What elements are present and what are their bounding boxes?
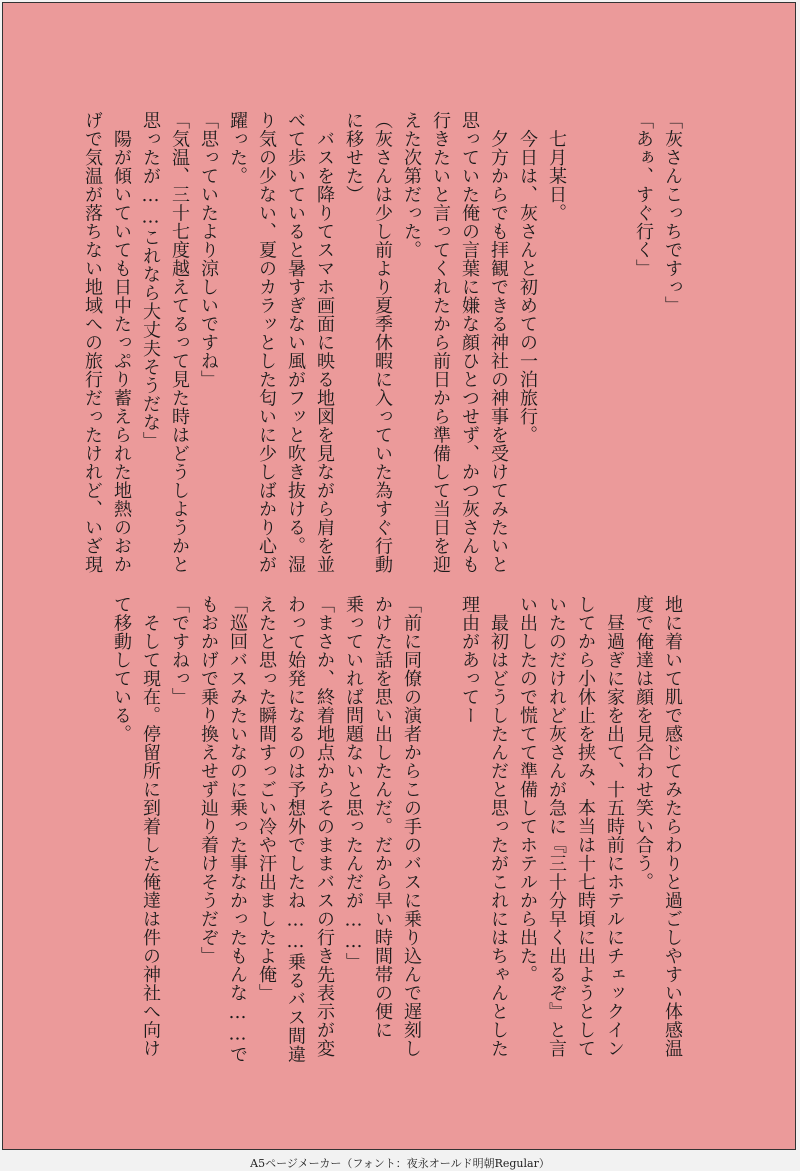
text-line: かけた話を思い出したんだ。だから早い時間帯の便に bbox=[372, 595, 393, 1039]
text-line: 理由があってー bbox=[459, 595, 480, 725]
text-line: えたと思った瞬間すっごい冷や汗出ましたよ俺」 bbox=[256, 595, 277, 1002]
text-line: 「気温、三十七度越えてるって見た時はどうしようかと bbox=[169, 111, 190, 574]
text-line: て移動している。 bbox=[111, 595, 132, 743]
text-line: 昼過ぎに家を出て、十五時前にホテルにチェックイン bbox=[604, 595, 625, 1058]
text-line: （灰さんは少し前より夏季休暇に入っていた為すぐ行動 bbox=[372, 111, 393, 574]
text-line bbox=[571, 111, 600, 571]
text-line: 思っていた俺の言葉に嫌な顔ひとつせず、かつ灰さんも bbox=[459, 111, 480, 574]
text-line: 「まさか、終着地点からそのままバスの行き先表示が変 bbox=[314, 595, 335, 1058]
text-line: 思ったが……これなら大丈夫そうだな」 bbox=[140, 111, 161, 450]
text-line: 今日は、灰さんと初めての一泊旅行。 bbox=[517, 111, 538, 444]
text-line: 地に着いて肌で感じてみたらわりと過ごしやすい体感温 bbox=[662, 595, 683, 1058]
text-line: いたのだけれど灰さんが急に『三十分早く出るぞ』と言 bbox=[546, 595, 567, 1058]
text-line: げで気温が落ちない地域への旅行だったけれど、いざ現 bbox=[82, 111, 103, 574]
text-line bbox=[600, 111, 629, 571]
text-line: 度で俺達は顔を見合わせ笑い合う。 bbox=[633, 595, 654, 891]
text-line: 「巡回バスみたいなのに乗った事なかったもんな……で bbox=[227, 595, 248, 1064]
text-line bbox=[426, 595, 455, 1055]
text-line: バスを降りてスマホ画面に映る地図を見ながら肩を並 bbox=[314, 111, 335, 574]
text-line: 陽が傾いていても日中たっぷり蓄えられた地熱のおか bbox=[111, 111, 132, 574]
text-line: もおかげで乗り換えせず辿り着けそうだぞ」 bbox=[198, 595, 219, 965]
text-line: 乗っていれば問題ないと思ったんだが……」 bbox=[343, 595, 364, 971]
text-line: わって始発になるのは予想外でしたね……乗るバス間違 bbox=[285, 595, 306, 1064]
text-line: そして現在。停留所に到着した俺達は件の神社へ向け bbox=[140, 595, 161, 1058]
text-line: 七月某日。 bbox=[546, 111, 567, 222]
text-line: 「前に同僚の演者からこの手のバスに乗り込んで遅刻し bbox=[401, 595, 422, 1058]
manuscript-page bbox=[2, 2, 796, 1150]
footer-caption: A5ページメーカー（フォント：夜永オールド明朝Regular） bbox=[250, 1157, 550, 1170]
text-line: えた次第だった。 bbox=[401, 111, 422, 259]
text-line: 最初はどうしたんだと思ったがこれにはちゃんとした bbox=[488, 595, 509, 1058]
text-line: 「思っていたより涼しいですね」 bbox=[198, 111, 219, 389]
text-line: い出したので慌てて準備してホテルから出た。 bbox=[517, 595, 538, 984]
text-line: べて歩いていると暑すぎない風がフッと吹き抜ける。湿 bbox=[285, 111, 306, 574]
text-line: 夕方からでも拝観できる神社の神事を受けてみたいと bbox=[488, 111, 509, 574]
text-line: 躍った。 bbox=[227, 111, 248, 185]
text-line: 「ですねっ」 bbox=[169, 595, 190, 706]
text-line: 「あぁ、すぐ行く」 bbox=[633, 111, 654, 278]
text-line: に移せた） bbox=[343, 111, 364, 204]
text-line: してから小休止を挟み、本当は十七時頃に出ようとして bbox=[575, 595, 596, 1058]
text-line: 「灰さんこっちですっ」 bbox=[662, 111, 683, 315]
text-line: り気の少ない、夏のカラッとした匂いに少しばかり心が bbox=[256, 111, 277, 574]
text-block-top bbox=[78, 111, 687, 574]
text-block-bottom bbox=[107, 595, 687, 1064]
text-line: 行きたいと言ってくれたから前日から準備して当日を迎 bbox=[430, 111, 451, 574]
